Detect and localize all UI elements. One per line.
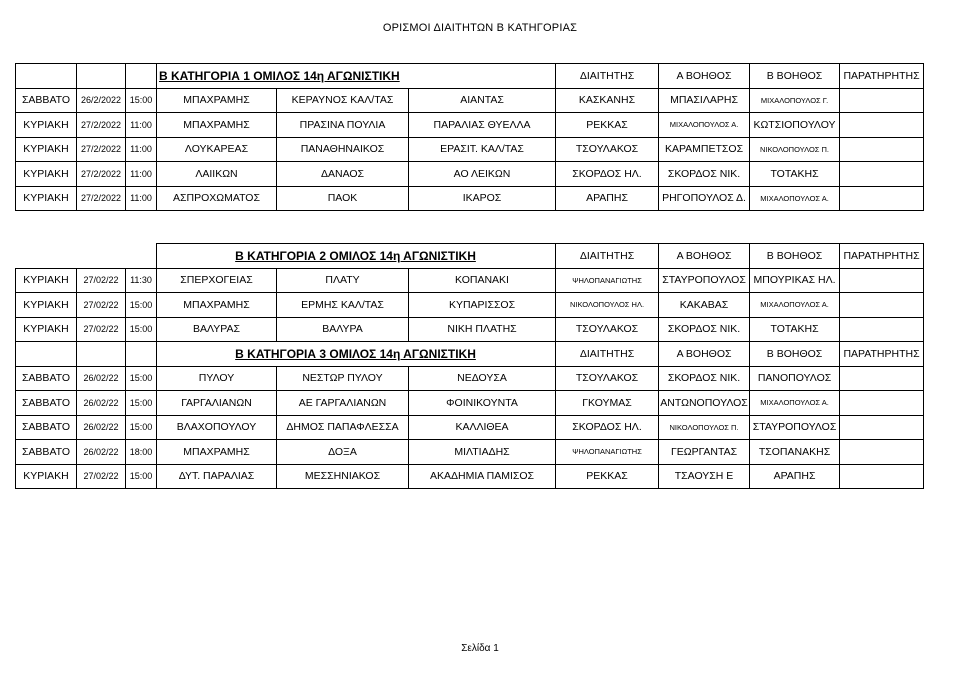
cell-assistant-a: ΜΠΑΣΙΛΑΡΗΣ [659,88,750,113]
header-referee: ΔΙΑΙΤΗΤΗΣ [556,342,659,367]
cell-referee: ΤΣΟΥΛΑΚΟΣ [556,366,659,391]
cell-observer [840,464,924,489]
cell-assistant-a: ΚΑΡΑΜΠΕΤΣΟΣ [659,137,750,162]
cell-time: 11:00 [126,186,157,211]
group2-3-table [15,243,924,489]
cell-referee: ΡΕΚΚΑΣ [556,464,659,489]
header-blank [126,244,157,269]
match-row [16,391,924,416]
cell-day: ΚΥΡΙΑΚΗ [16,113,77,138]
cell-time: 15:00 [126,415,157,440]
cell-day: ΣΑΒΒΑΤΟ [16,88,77,113]
match-row [16,113,924,138]
cell-away: ΑΙΑΝΤΑΣ [409,88,556,113]
cell-date: 26/2/2022 [77,88,126,113]
cell-referee: ΨΗΛΟΠΑΝΑΓΙΩΤΗΣ [556,440,659,465]
cell-referee: ΡΕΚΚΑΣ [556,113,659,138]
cell-observer [840,440,924,465]
cell-away: ΜΙΛΤΙΑΔΗΣ [409,440,556,465]
header-referee: ΔΙΑΙΤΗΤΗΣ [556,64,659,89]
cell-referee: ΨΗΛΟΠΑΝΑΓΙΩΤΗΣ [556,268,659,293]
cell-assistant-a: ΚΑΚΑΒΑΣ [659,293,750,318]
header-blank [126,64,157,89]
cell-date: 27/02/22 [77,317,126,342]
cell-assistant-b: ΜΙΧΑΛΟΠΟΥΛΟΣ Α. [750,186,840,211]
cell-day: ΣΑΒΒΑΤΟ [16,440,77,465]
cell-away: ΙΚΑΡΟΣ [409,186,556,211]
cell-assistant-b: ΣΤΑΥΡΟΠΟΥΛΟΣ [750,415,840,440]
header-blank [16,64,77,89]
cell-date: 27/2/2022 [77,137,126,162]
cell-away: ΝΙΚΗ ΠΛΑΤΗΣ [409,317,556,342]
cell-away: ΦΟΙΝΙΚΟΥΝΤΑ [409,391,556,416]
header-assistant-b: Β ΒΟΗΘΟΣ [750,342,840,367]
cell-home: ΔΗΜΟΣ ΠΑΠΑΦΛΕΣΣΑ [277,415,409,440]
group2-title: Β ΚΑΤΗΓΟΡΙΑ 2 ΟΜΙΛΟΣ 14η ΑΓΩΝΙΣΤΙΚΗ [157,244,556,269]
cell-home: ΑΕ ΓΑΡΓΑΛΙΑΝΩΝ [277,391,409,416]
cell-assistant-b: ΜΙΧΑΛΟΠΟΥΛΟΣ Α. [750,293,840,318]
cell-home: ΠΡΑΣΙΝΑ ΠΟΥΛΙΑ [277,113,409,138]
cell-referee: ΤΣΟΥΛΑΚΟΣ [556,137,659,162]
match-row [16,137,924,162]
cell-date: 27/02/22 [77,464,126,489]
cell-time: 11:00 [126,137,157,162]
group3-header-row [16,342,924,367]
cell-date: 27/02/22 [77,293,126,318]
cell-home: ΜΕΣΣΗΝΙΑΚΟΣ [277,464,409,489]
cell-venue: ΑΣΠΡΟΧΩΜΑΤΟΣ [157,186,277,211]
cell-observer [840,186,924,211]
header-assistant-b: Β ΒΟΗΘΟΣ [750,244,840,269]
header-blank [77,64,126,89]
cell-assistant-b: ΤΟΤΑΚΗΣ [750,162,840,187]
cell-date: 27/02/22 [77,268,126,293]
header-assistant-b: Β ΒΟΗΘΟΣ [750,64,840,89]
cell-referee: ΑΡΑΠΗΣ [556,186,659,211]
cell-day: ΚΥΡΙΑΚΗ [16,186,77,211]
cell-day: ΚΥΡΙΑΚΗ [16,137,77,162]
cell-venue: ΜΠΑΧΡΑΜΗΣ [157,293,277,318]
cell-observer [840,293,924,318]
cell-referee: ΣΚΟΡΔΟΣ ΗΛ. [556,415,659,440]
cell-observer [840,268,924,293]
cell-home: ΔΟΞΑ [277,440,409,465]
match-row [16,317,924,342]
cell-day: ΚΥΡΙΑΚΗ [16,162,77,187]
group2-header-row [16,244,924,269]
cell-referee: ΤΣΟΥΛΑΚΟΣ [556,317,659,342]
cell-home: ΔΑΝΑΟΣ [277,162,409,187]
cell-away: ΚΟΠΑΝΑΚΙ [409,268,556,293]
header-blank [16,342,77,367]
cell-time: 18:00 [126,440,157,465]
cell-time: 15:00 [126,293,157,318]
match-row [16,293,924,318]
cell-away: ΚΑΛΛΙΘΕΑ [409,415,556,440]
cell-assistant-a: ΡΗΓΟΠΟΥΛΟΣ Δ. [659,186,750,211]
cell-date: 27/2/2022 [77,186,126,211]
cell-date: 27/2/2022 [77,162,126,187]
cell-day: ΣΑΒΒΑΤΟ [16,366,77,391]
header-blank [77,244,126,269]
group1-table [15,63,924,211]
header-assistant-a: Α ΒΟΗΘΟΣ [659,64,750,89]
cell-observer [840,415,924,440]
cell-day: ΚΥΡΙΑΚΗ [16,268,77,293]
cell-venue: ΜΠΑΧΡΑΜΗΣ [157,440,277,465]
cell-venue: ΛΟΥΚΑΡΕΑΣ [157,137,277,162]
cell-assistant-a: ΣΤΑΥΡΟΠΟΥΛΟΣ [659,268,750,293]
page-number: Σελίδα 1 [461,643,499,654]
cell-assistant-a: ΤΣΑΟΥΣΗ Ε [659,464,750,489]
header-observer: ΠΑΡΑΤΗΡΗΤΗΣ [840,244,924,269]
cell-venue: ΛΑΙΙΚΩΝ [157,162,277,187]
header-blank [77,342,126,367]
cell-time: 15:00 [126,391,157,416]
cell-day: ΚΥΡΙΑΚΗ [16,293,77,318]
cell-assistant-b: ΝΙΚΟΛΟΠΟΥΛΟΣ Π. [750,137,840,162]
group1-header-row [16,64,924,89]
match-row [16,186,924,211]
cell-assistant-b: ΜΙΧΑΛΟΠΟΥΛΟΣ Γ. [750,88,840,113]
cell-home: ΠΛΑΤΥ [277,268,409,293]
cell-date: 27/2/2022 [77,113,126,138]
cell-assistant-a: ΓΕΩΡΓΑΝΤΑΣ [659,440,750,465]
cell-venue: ΜΠΑΧΡΑΜΗΣ [157,88,277,113]
cell-venue: ΔΥΤ. ΠΑΡΑΛΙΑΣ [157,464,277,489]
cell-away: ΕΡΑΣΙΤ. ΚΑΛ/ΤΑΣ [409,137,556,162]
cell-home: ΠΑΝΑΘΗΝΑΙΚΟΣ [277,137,409,162]
cell-home: ΒΑΛΥΡΑ [277,317,409,342]
cell-time: 15:00 [126,88,157,113]
cell-time: 15:00 [126,366,157,391]
cell-day: ΚΥΡΙΑΚΗ [16,464,77,489]
cell-home: ΕΡΜΗΣ ΚΑΛ/ΤΑΣ [277,293,409,318]
cell-away: ΑΟ ΛΕΙΚΩΝ [409,162,556,187]
cell-date: 26/02/22 [77,440,126,465]
cell-assistant-a: ΣΚΟΡΔΟΣ ΝΙΚ. [659,366,750,391]
cell-assistant-a: ΣΚΟΡΔΟΣ ΝΙΚ. [659,162,750,187]
cell-assistant-b: ΤΣΟΠΑΝΑΚΗΣ [750,440,840,465]
cell-assistant-a: ΣΚΟΡΔΟΣ ΝΙΚ. [659,317,750,342]
cell-observer [840,317,924,342]
cell-day: ΣΑΒΒΑΤΟ [16,415,77,440]
cell-referee: ΣΚΟΡΔΟΣ ΗΛ. [556,162,659,187]
cell-assistant-b: ΚΩΤΣΙΟΠΟΥΛΟΥ [750,113,840,138]
group1-title: Β ΚΑΤΗΓΟΡΙΑ 1 ΟΜΙΛΟΣ 14η ΑΓΩΝΙΣΤΙΚΗ [157,64,556,89]
cell-venue: ΓΑΡΓΑΛΙΑΝΩΝ [157,391,277,416]
cell-observer [840,137,924,162]
cell-referee: ΝΙΚΟΛΟΠΟΥΛΟΣ ΗΛ. [556,293,659,318]
match-row [16,88,924,113]
cell-date: 26/02/22 [77,391,126,416]
cell-time: 11:30 [126,268,157,293]
cell-observer [840,162,924,187]
header-assistant-a: Α ΒΟΗΘΟΣ [659,244,750,269]
header-assistant-a: Α ΒΟΗΘΟΣ [659,342,750,367]
cell-venue: ΠΥΛΟΥ [157,366,277,391]
cell-venue: ΜΠΑΧΡΑΜΗΣ [157,113,277,138]
match-row [16,464,924,489]
cell-observer [840,366,924,391]
cell-time: 15:00 [126,464,157,489]
cell-observer [840,88,924,113]
group3-title: Β ΚΑΤΗΓΟΡΙΑ 3 ΟΜΙΛΟΣ 14η ΑΓΩΝΙΣΤΙΚΗ [157,342,556,367]
cell-time: 11:00 [126,162,157,187]
cell-assistant-b: ΤΟΤΑΚΗΣ [750,317,840,342]
cell-assistant-a: ΜΙΧΑΛΟΠΟΥΛΟΣ Α. [659,113,750,138]
cell-time: 11:00 [126,113,157,138]
header-referee: ΔΙΑΙΤΗΤΗΣ [556,244,659,269]
cell-assistant-b: ΜΙΧΑΛΟΠΟΥΛΟΣ Α. [750,391,840,416]
cell-away: ΝΕΔΟΥΣΑ [409,366,556,391]
cell-venue: ΒΑΛΥΡΑΣ [157,317,277,342]
cell-observer [840,113,924,138]
document-title: ΟΡΙΣΜΟΙ ΔΙΑΙΤΗΤΩΝ Β ΚΑΤΗΓΟΡΙΑΣ [382,22,578,34]
cell-assistant-b: ΠΑΝΟΠΟΥΛΟΣ [750,366,840,391]
header-observer: ΠΑΡΑΤΗΡΗΤΗΣ [840,64,924,89]
cell-referee: ΚΑΣΚΑΝΗΣ [556,88,659,113]
cell-home: ΝΕΣΤΩΡ ΠΥΛΟΥ [277,366,409,391]
cell-assistant-a: ΑΝΤΩΝΟΠΟΥΛΟΣ [659,391,750,416]
cell-away: ΚΥΠΑΡΙΣΣΟΣ [409,293,556,318]
match-row [16,415,924,440]
header-observer: ΠΑΡΑΤΗΡΗΤΗΣ [840,342,924,367]
cell-assistant-b: ΜΠΟΥΡΙΚΑΣ ΗΛ. [750,268,840,293]
cell-assistant-a: ΝΙΚΟΛΟΠΟΥΛΟΣ Π. [659,415,750,440]
match-row [16,162,924,187]
cell-time: 15:00 [126,317,157,342]
cell-date: 26/02/22 [77,366,126,391]
match-row [16,440,924,465]
match-row [16,268,924,293]
cell-away: ΠΑΡΑΛΙΑΣ ΘΥΕΛΛΑ [409,113,556,138]
cell-referee: ΓΚΟΥΜΑΣ [556,391,659,416]
cell-away: ΑΚΑΔΗΜΙΑ ΠΑΜΙΣΟΣ [409,464,556,489]
cell-observer [840,391,924,416]
header-blank [126,342,157,367]
cell-date: 26/02/22 [77,415,126,440]
match-row [16,366,924,391]
cell-home: ΚΕΡΑΥΝΟΣ ΚΑΛ/ΤΑΣ [277,88,409,113]
cell-day: ΣΑΒΒΑΤΟ [16,391,77,416]
header-blank [16,244,77,269]
cell-assistant-b: ΑΡΑΠΗΣ [750,464,840,489]
cell-home: ΠΑΟΚ [277,186,409,211]
cell-venue: ΣΠΕΡΧΟΓΕΙΑΣ [157,268,277,293]
cell-venue: ΒΛΑΧΟΠΟΥΛΟΥ [157,415,277,440]
cell-day: ΚΥΡΙΑΚΗ [16,317,77,342]
